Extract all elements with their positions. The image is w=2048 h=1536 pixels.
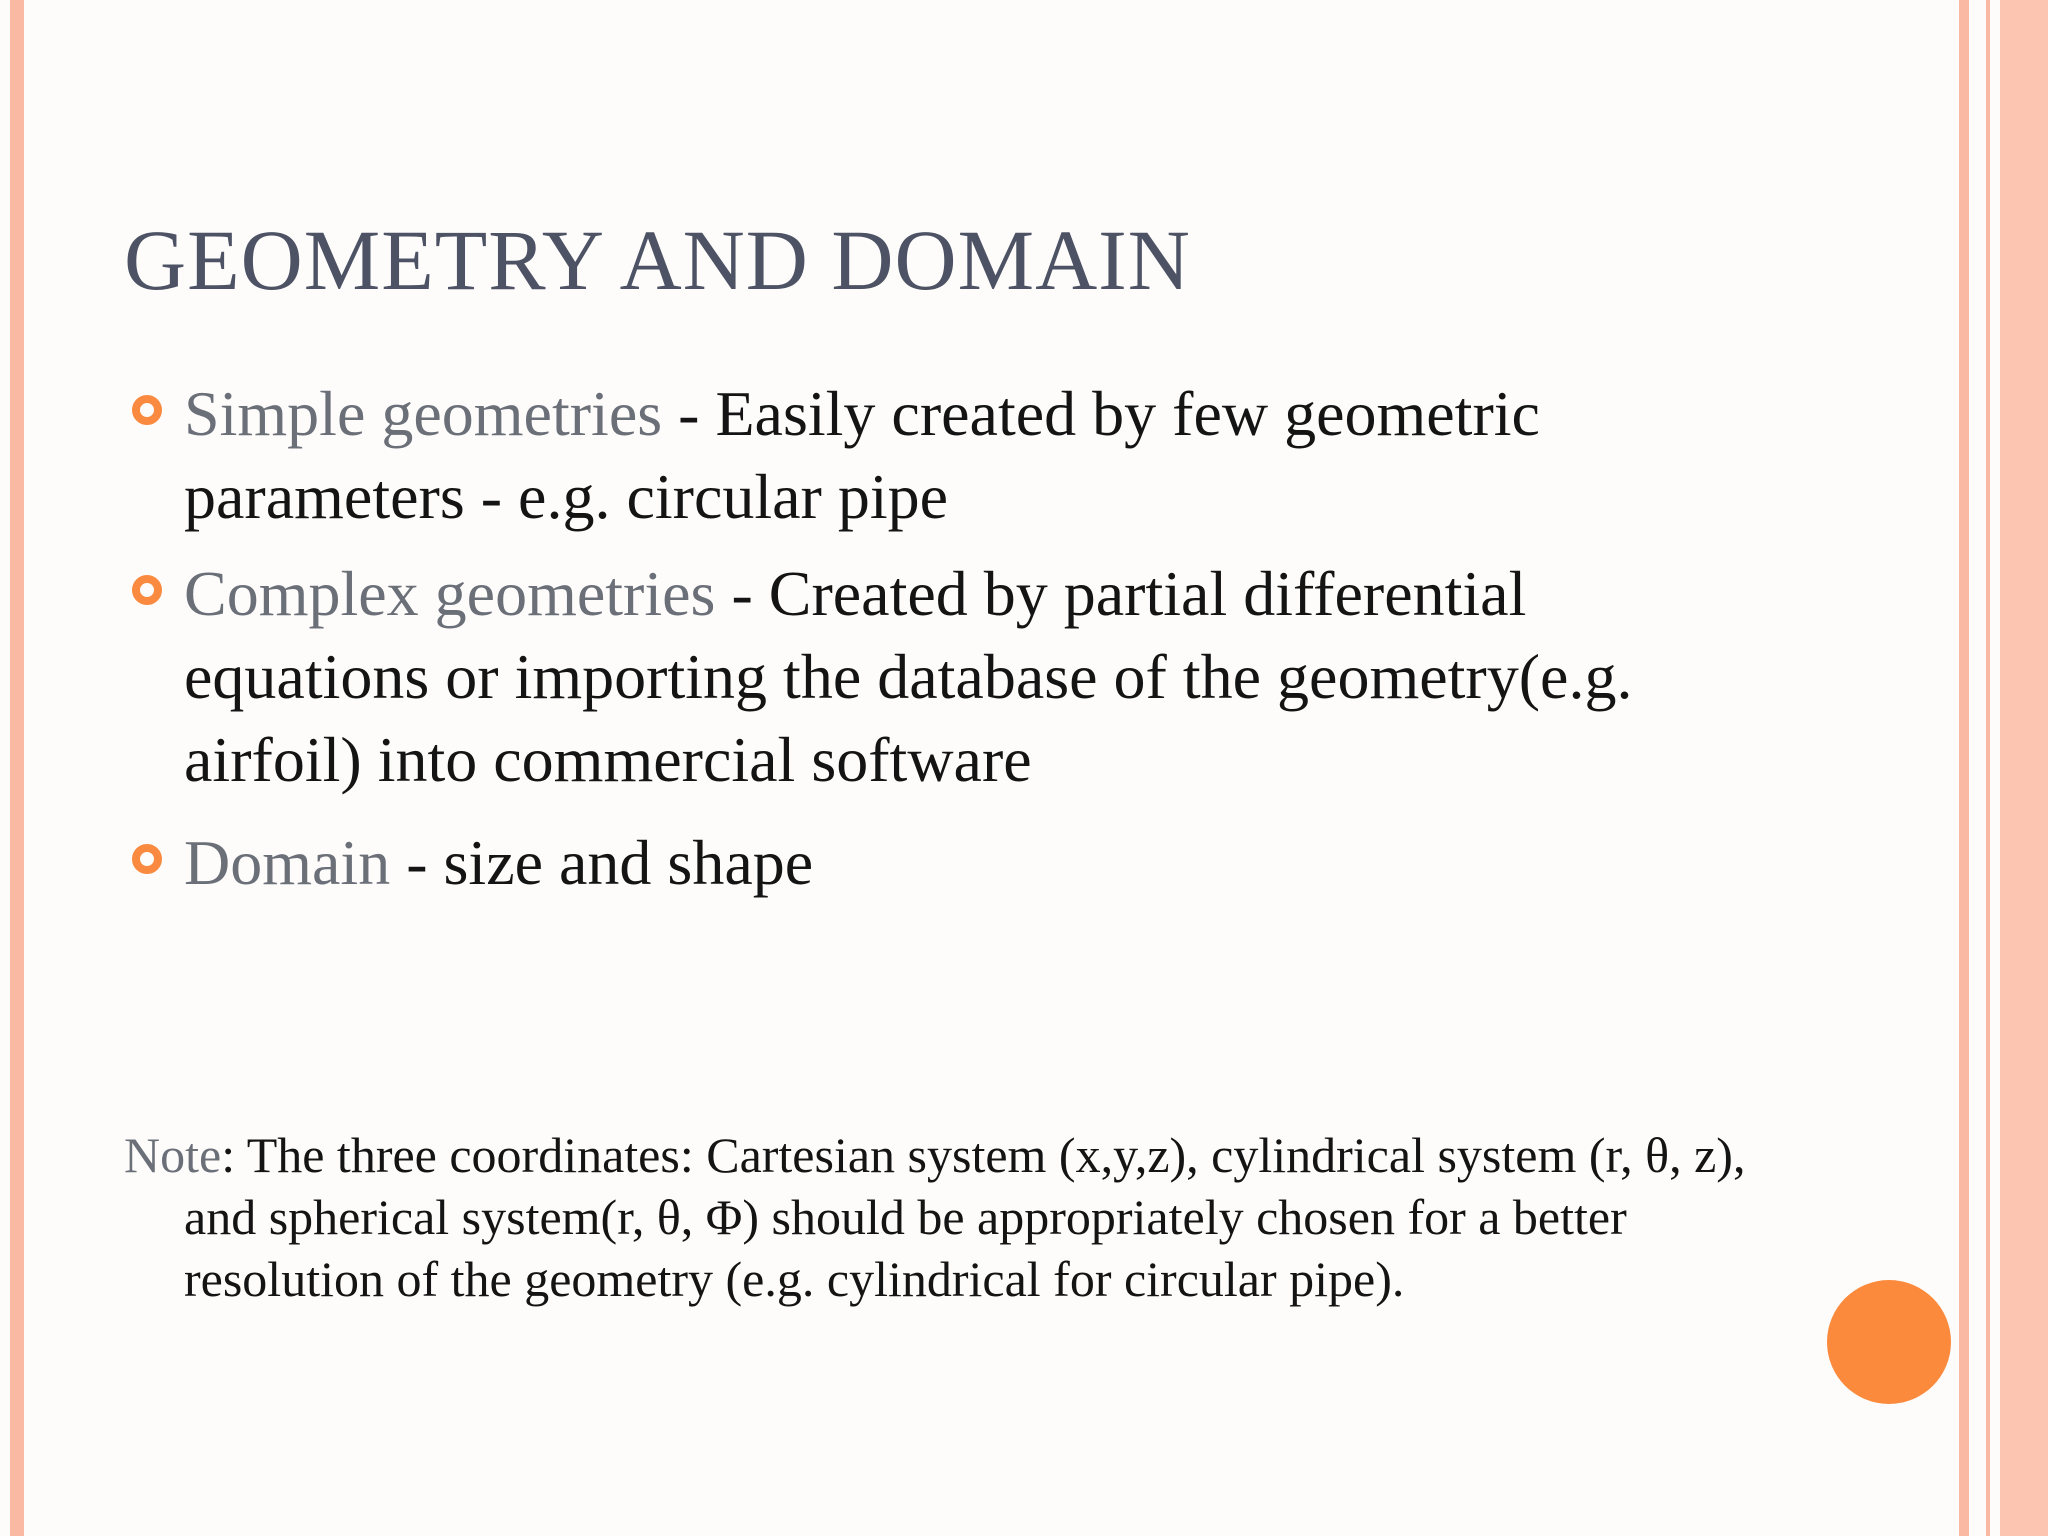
left-border-stripe — [10, 0, 24, 1536]
decorative-orange-circle — [1827, 1280, 1951, 1404]
bullet-text: - Created by partial differential equations or importing the database of the geometry(e.g. airfoil) into commercial software — [184, 558, 1633, 795]
bullet-item-complex-geometries — [128, 552, 1728, 801]
note-term: Note — [124, 1127, 222, 1183]
slide-title: GEOMETRY AND DOMAIN — [124, 212, 1191, 308]
note-text: : The three coordinates: Cartesian system (x,y,z), cylindrical system (r, θ, z), and spherical system(r, θ, Φ) should be appropriately chosen for a better resolution of the geometry (e.g. cylindrical for circular pipe). — [184, 1127, 1746, 1307]
bullet-term: Complex geometries — [184, 558, 716, 629]
bullet-text: - Easily created by few geometric parameters - e.g. circular pipe — [184, 378, 1540, 532]
note-paragraph — [124, 1124, 1784, 1310]
bullet-text: - size and shape — [390, 827, 814, 898]
bullet-item-domain — [128, 821, 1728, 904]
bullet-item-simple-geometries — [128, 372, 1728, 538]
bullet-list — [128, 372, 1728, 918]
right-border-stripe-thin — [1986, 0, 1990, 1536]
bullet-term: Simple geometries — [184, 378, 663, 449]
right-border-stripe — [1959, 0, 1969, 1536]
ring-bullet-icon — [132, 844, 162, 874]
right-border-band — [2000, 0, 2048, 1536]
ring-bullet-icon — [132, 575, 162, 605]
bullet-term: Domain — [184, 827, 391, 898]
ring-bullet-icon — [132, 395, 162, 425]
